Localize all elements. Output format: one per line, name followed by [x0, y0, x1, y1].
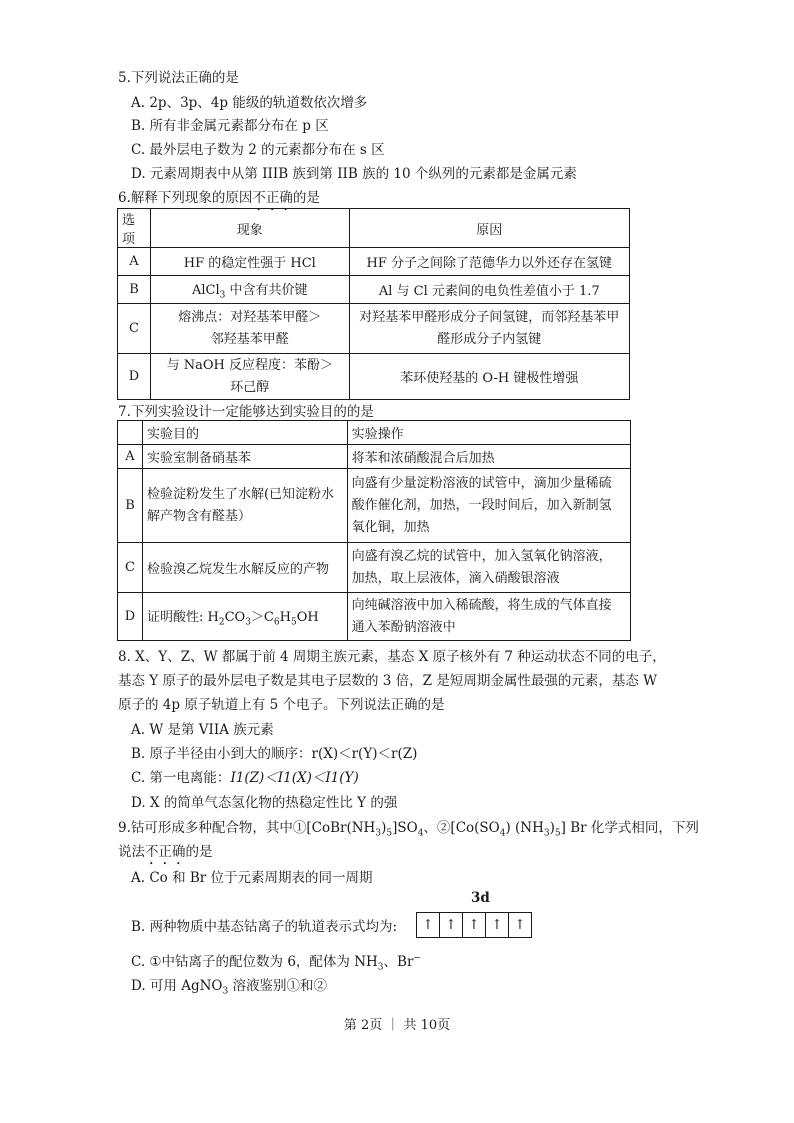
page-footer: 第 2页 ｜ 共 10页	[343, 1018, 451, 1033]
operation-cell: 向盛有溴乙烷的试管中，加入氢氧化钠溶液， 加热，取上层液体，滴入硝酸银溶液	[347, 543, 630, 593]
purpose-cell: 检验溴乙烷发生水解反应的产物	[142, 543, 347, 593]
orbital-label: 3d	[471, 890, 490, 906]
phenomenon-cell: 与 NaOH 反应程度：苯酚＞ 环己醇	[150, 354, 349, 400]
q8-option-c: C. 第一电离能：I1(Z)＜I1(X)＜I1(Y)	[131, 770, 359, 786]
table-row	[118, 354, 630, 400]
q6-stem: 6.解释下列现象的原因不正确的是	[118, 190, 320, 206]
phenomenon-cell: AlCl$_3$ 中含有共价键	[150, 276, 349, 304]
table-header-row	[118, 421, 631, 445]
header-cell	[118, 421, 143, 445]
table-row	[118, 304, 630, 354]
orbital-diagram	[416, 912, 532, 938]
q5-option-d: D. 元素周期表中从第 IIIB 族到第 IIB 族的 10 个纵列的元素都是金属元素	[131, 166, 577, 182]
option-cell: D	[118, 593, 143, 641]
q9-option-a: A. Co 和 Br 位于元素周期表的同一周期	[131, 870, 373, 886]
q9-option-d: D. 可用 AgNO$_3$ 溶液鉴别①和②	[131, 978, 328, 997]
q9-stem-line2: 说法不正确的是	[118, 844, 213, 860]
purpose-cell: 实验室制备硝基苯	[142, 445, 347, 469]
q8-stem-line1: 8. X、Y、Z、W 都属于前 4 周期主族元素，基态 X 原子核外有 7 种运动状态不同的电子，	[118, 649, 666, 665]
table-row	[118, 276, 630, 304]
header-cell: 原因	[349, 209, 629, 248]
q9-stem-line1: 9.钴可形成多种配合物，其中$①[CoBr(NH_3)_5]SO_4$、$②[Co(SO_4)$ $(NH_3)_5$] Br 化学式相同，下列	[118, 820, 699, 839]
reason-cell: 对羟基苯甲醛形成分子间氢键，而邻羟基苯甲 醛形成分子内氢键	[349, 304, 629, 354]
phenomenon-cell: HF 的稳定性强于 HCl	[150, 248, 349, 276]
operation-cell: 将苯和浓硝酸混合后加热	[347, 445, 630, 469]
q6-table	[117, 208, 630, 400]
option-cell: C	[118, 304, 151, 354]
header-cell: 实验操作	[347, 421, 630, 445]
q7-table	[117, 420, 631, 641]
q5-option-b: B. 所有非金属元素都分布在 p 区	[131, 118, 329, 134]
purpose-cell: 检验淀粉发生了水解(已知淀粉水 解产物含有醛基）	[142, 469, 347, 543]
q8-stem-line3: 原子的 4p 原子轨道上有 5 个电子。下列说法正确的是	[118, 697, 445, 713]
q8-option-b: B. 原子半径由小到大的顺序：r(X)＜r(Y)＜r(Z)	[131, 746, 418, 762]
operation-cell: 向盛有少量淀粉溶液的试管中，滴加少量稀硫 酸作催化剂，加热，一段时间后，加入新制氢 氧化铜，加热	[347, 469, 630, 543]
reason-cell: 苯环使羟基的 O-H 键极性增强	[349, 354, 629, 400]
option-cell: A	[118, 248, 151, 276]
option-cell: B	[118, 276, 151, 304]
q8-stem-line2: 基态 Y 原子的最外层电子数是其电子层数的 3 倍，Z 是短周期金属性最强的元素，基态 W	[118, 673, 658, 689]
up-arrow-icon: ↑	[486, 913, 509, 937]
q5-option-c: C. 最外层电子数为 2 的元素都分布在 s 区	[131, 142, 385, 158]
up-arrow-icon: ↑	[514, 917, 526, 933]
header-cell: 选项	[118, 209, 151, 248]
option-cell: C	[118, 543, 143, 593]
table-row	[118, 469, 631, 543]
q9-option-b: B. 两种物质中基态钴离子的轨道表示式均为:	[131, 919, 398, 935]
phenomenon-cell: 熔沸点：对羟基苯甲醛＞ 邻羟基苯甲醛	[150, 304, 349, 354]
purpose-cell: 证明酸性: $H_2CO_3>C_6H_5OH$	[142, 593, 347, 641]
q5-stem: 5.下列说法正确的是	[118, 70, 239, 86]
option-cell: A	[118, 445, 143, 469]
q8-option-d: D. X 的简单气态氢化物的热稳定性比 Y 的强	[131, 795, 398, 811]
q7-stem: 7.下列实验设计一定能够达到实验目的的是	[118, 404, 374, 420]
up-arrow-icon: ↑	[440, 913, 463, 937]
q8-option-a: A. W 是第 VIIA 族元素	[131, 722, 274, 738]
table-row	[118, 543, 631, 593]
table-header-row	[118, 209, 630, 248]
up-arrow-icon: ↑	[417, 913, 440, 937]
q5-option-a: A. 2p、3p、4p 能级的轨道数依次增多	[131, 95, 368, 111]
header-cell: 现象	[150, 209, 349, 248]
option-cell: D	[118, 354, 151, 400]
operation-cell: 向纯碱溶液中加入稀硫酸，将生成的气体直接 通入苯酚钠溶液中	[347, 593, 630, 641]
table-row	[118, 593, 631, 641]
table-row	[118, 248, 630, 276]
option-cell: B	[118, 469, 143, 543]
reason-cell: HF 分子之间除了范德华力以外还存在氢键	[349, 248, 629, 276]
table-row	[118, 445, 631, 469]
header-cell: 实验目的	[142, 421, 347, 445]
reason-cell: Al 与 Cl 元素间的电负性差值小于 1.7	[349, 276, 629, 304]
q9-option-c: C. ①中钴离子的配位数为 6，配体为 $NH_3$、Br−	[131, 953, 421, 973]
up-arrow-icon: ↑	[463, 913, 486, 937]
